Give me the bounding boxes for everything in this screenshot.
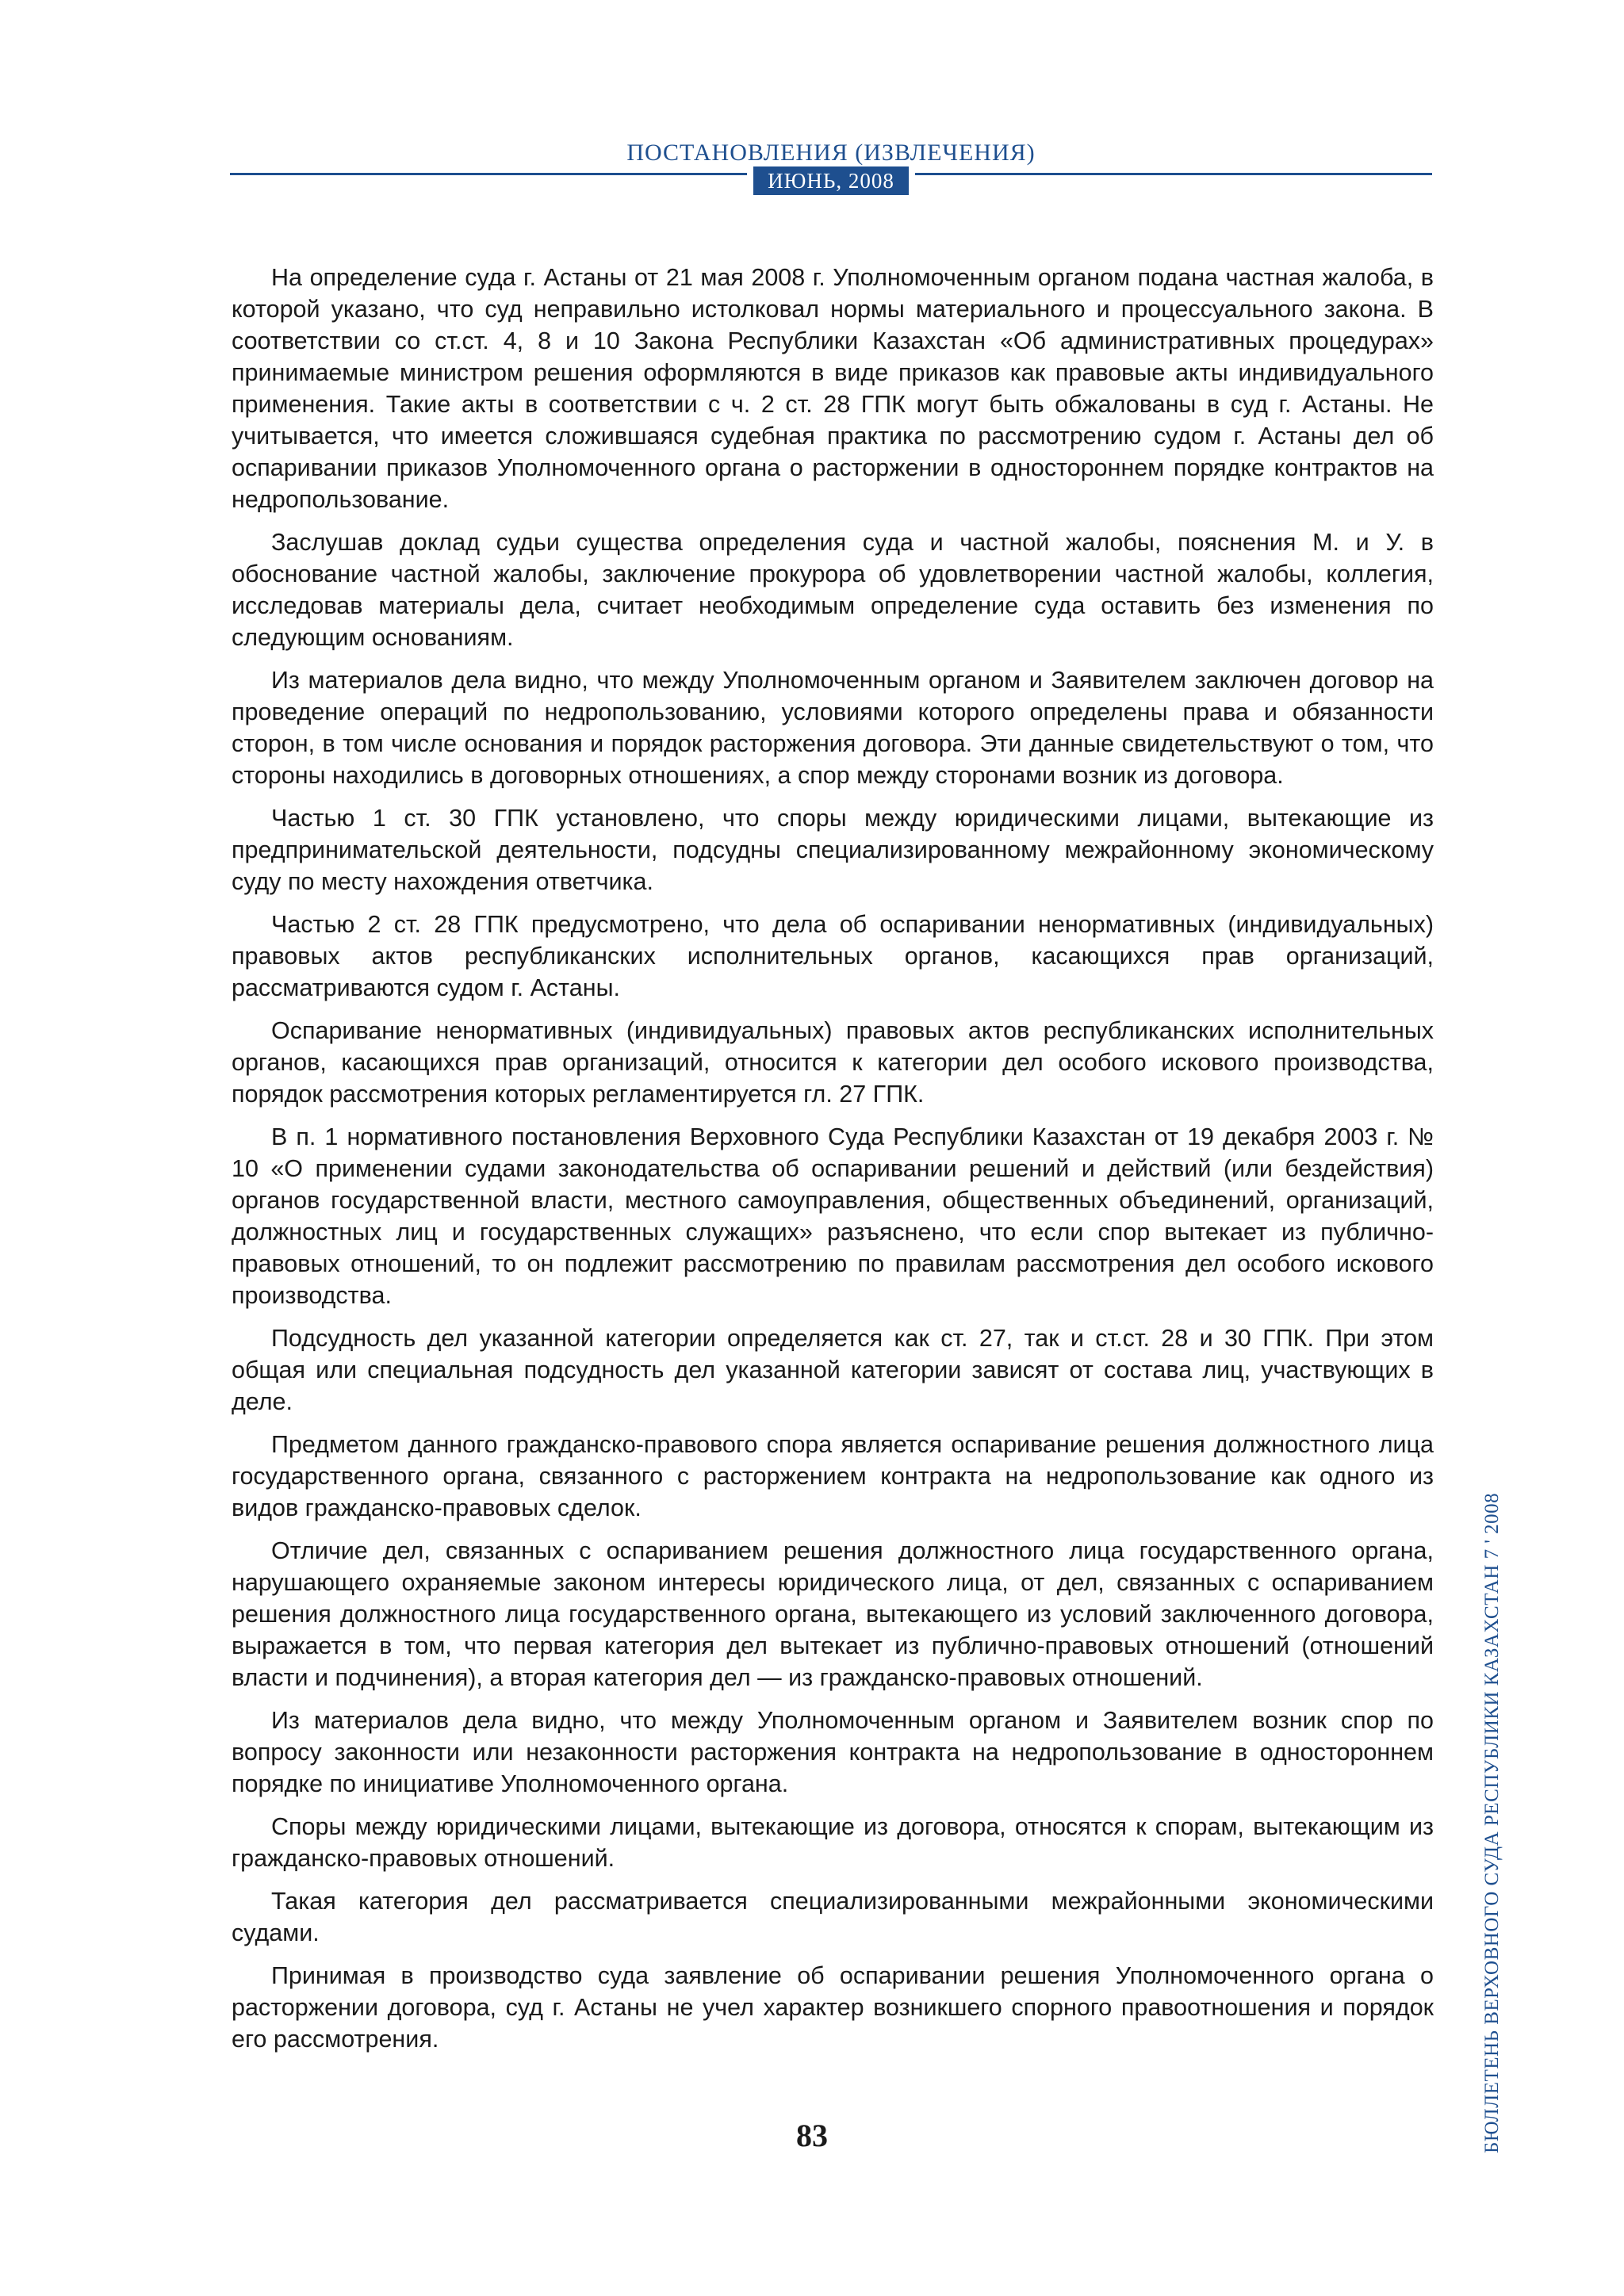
section-title: ПОСТАНОВЛЕНИЯ (ИЗВЛЕЧЕНИЯ) [626, 140, 1036, 166]
paragraph: Частью 2 ст. 28 ГПК предусмотрено, что дела об оспаривании ненормативных (индивидуальных) правовых актов республиканских исполнительных органов, касающихся прав организаций, рассматриваются судом г. Астаны. [232, 911, 1434, 1001]
paragraph: Из материалов дела видно, что между Уполномоченным органом и Заявителем заключен договор на проведение операций по недропользованию, условиями которого определены права и обязанности сторон, в том числе основания и порядок расторжения договора. Эти данные свидетельствуют о том, что стороны находились в договорных отношениях, а спор между сторонами возник из договора. [232, 667, 1434, 789]
paragraph: В п. 1 нормативного постановления Верховного Суда Республики Казахстан от 19 декабря 2003 г. № 10 «О применении судами законодательства об оспаривании решений и действий (или бездействия) органов государственной власти, местного самоуправления, общественных объединений, организаций, должностных лиц и государственных служащих» разъяснено, что если спор вытекает из публично-правовых отношений, то он подлежит рассмотрению по правилам рассмотрения дел особого искового производства. [232, 1123, 1434, 1309]
issue-date-badge: ИЮНЬ, 2008 [753, 166, 909, 195]
paragraph: Из материалов дела видно, что между Уполномоченным органом и Заявителем возник спор по вопросу законности или незаконности расторжения контракта на недропользование в одностороннем порядке по инициативе Уполномоченного органа. [232, 1707, 1434, 1797]
header-rule-left [230, 173, 747, 175]
paragraph: Подсудность дел указанной категории определяется как ст. 27, так и ст.ст. 28 и 30 ГПК. При этом общая или специальная подсудность дел указанной категории зависят от состава лиц, участвующих в деле. [232, 1325, 1434, 1415]
paragraph: Такая категория дел рассматривается специализированными межрайонными экономическими судами. [232, 1888, 1434, 1946]
paragraph: На определение суда г. Астаны от 21 мая 2008 г. Уполномоченным органом подана частная жалоба, в которой указано, что суд неправильно истолковал нормы материального и процессуального закона. В соответствии со ст.ст. 4, 8 и 10 Закона Республики Казахстан «Об административных процедурах» принимаемые министром решения оформляются в виде приказов как правовые акты индивидуального применения. Такие акты в соответствии с ч. 2 ст. 28 ГПК могут быть обжалованы в суд г. Астаны. Не учитывается, что имеется сложившаяся судебная практика по рассмотрению судом г. Астаны дел об оспаривании приказов Уполномоченного органа о расторжении в одностороннем порядке контрактов на недропользование. [232, 264, 1434, 513]
header-rule-right [915, 173, 1432, 175]
paragraph: Оспаривание ненормативных (индивидуальных) правовых актов республиканских исполнительных органов, касающихся прав организаций, относится к категории дел особого искового производства, порядок рассмотрения которых регламентируется гл. 27 ГПК. [232, 1017, 1434, 1108]
paragraph: Заслушав доклад судьи существа определения суда и частной жалобы, пояснения М. и У. в обоснование частной жалобы, заключение прокурора об удовлетворении частной жалобы, коллегия, исследовав материалы дела, считает необходимым определение суда оставить без изменения по следующим основаниям. [232, 529, 1434, 651]
paragraph: Частью 1 ст. 30 ГПК установлено, что споры между юридическими лицами, вытекающие из предпринимательской деятельности, подсудны специализированному межрайонному экономическому суду по месту нахождения ответчика. [232, 805, 1434, 895]
paragraph: Предметом данного гражданско-правового спора является оспаривание решения должностного лица государственного органа, связанного с расторжением контракта на недропользование как одного из видов гражданско-правовых сделок. [232, 1431, 1434, 1521]
page-number: 83 [796, 2118, 828, 2153]
article-body [232, 262, 1434, 2066]
running-header [230, 140, 1432, 203]
paragraph: Споры между юридическими лицами, вытекающие из договора, относятся к спорам, вытекающим из гражданско-правовых отношений. [232, 1813, 1434, 1872]
paragraph: Отличие дел, связанных с оспариванием решения должностного лица государственного органа, нарушающего охраняемые законом интересы юридического лица, от дел, связанных с оспариванием решения должностного лица государственного органа, вытекающего из условий заключенного договора, выражается в том, что первая категория дел вытекает из публично-правовых отношений (отношений власти и подчинения), а вторая категория дел — из гражданско-правовых отношений. [232, 1537, 1434, 1691]
paragraph: Принимая в производство суда заявление об оспаривании решения Уполномоченного органа о расторжении договора, суд г. Астаны не учел характер возникшего спорного правоотношения и порядок его рассмотрения. [232, 1962, 1434, 2053]
journal-side-caption: БЮЛЛЕТЕНЬ ВЕРХОВНОГО СУДА РЕСПУБЛИКИ КАЗАХСТАН 7 ' 2008 [1481, 1492, 1503, 2153]
